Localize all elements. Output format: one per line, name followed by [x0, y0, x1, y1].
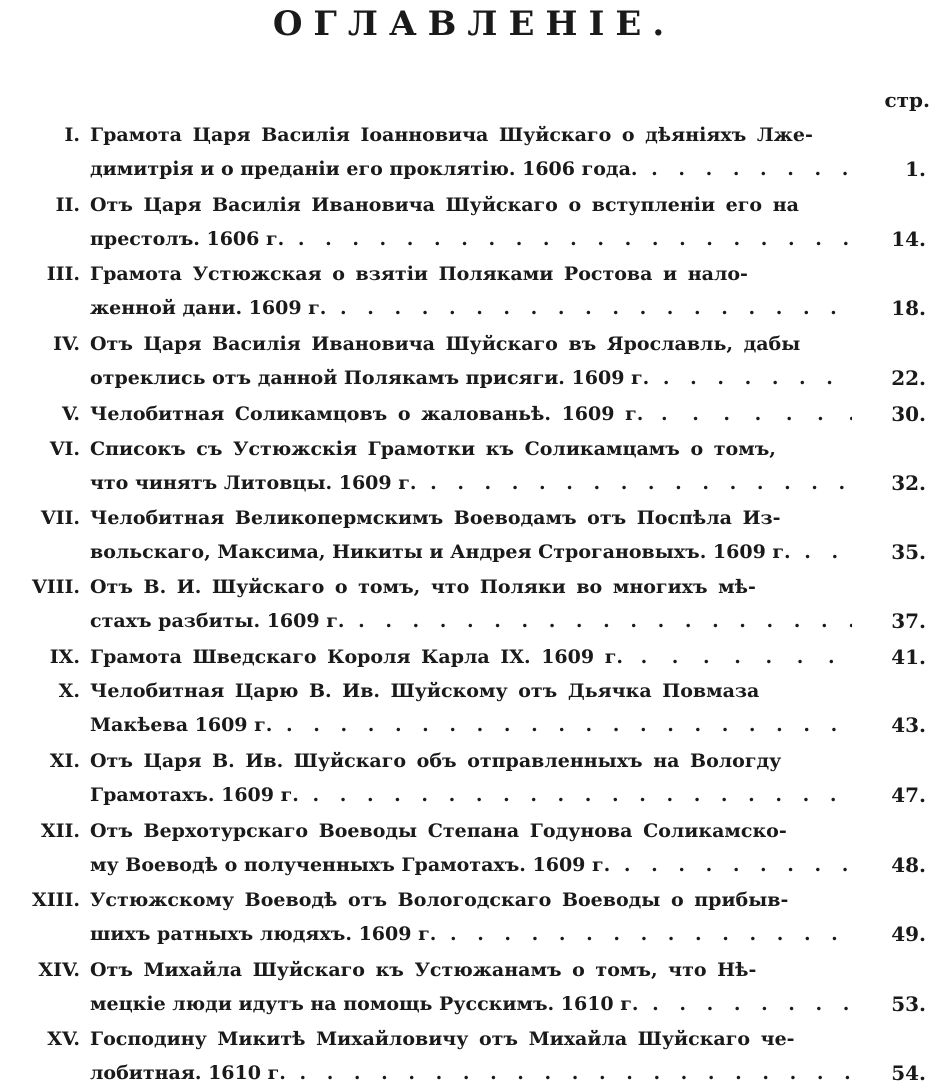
entry-page-number: 54. — [891, 1061, 926, 1085]
entry-page-number: 37. — [891, 609, 926, 633]
entry-page-number: 43. — [891, 713, 926, 737]
toc-entry[interactable] — [0, 744, 948, 812]
toc-entry[interactable] — [0, 1022, 948, 1090]
entry-number: XII. — [40, 820, 80, 842]
entry-title-line: мецкіе люди идутъ на помощь Русскимъ. 1610 г. . . . — [90, 987, 852, 1021]
entry-page-number: 18. — [891, 296, 926, 320]
entry-title-line: вольскаго, Максима, Никиты и Андрея Строгановыхъ. 1609 г. . . . — [90, 535, 852, 569]
entry-title-line: Отъ Верхотурскаго Воеводы Степана Годунова Соликамско- — [90, 820, 787, 842]
entry-title-line: отреклись отъ данной Полякамъ присяги. 1609 г. . . . — [90, 361, 852, 395]
page-title: ОГЛАВЛЕНІЕ. — [272, 4, 676, 44]
entry-number: XI. — [49, 750, 80, 772]
entry-number: X. — [58, 680, 80, 702]
entry-title-line: Отъ В. И. Шуйскаго о томъ, что Поляки во многихъ мѣ- — [90, 576, 756, 598]
toc-entry[interactable] — [0, 883, 948, 951]
entry-title-line: Устюжскому Воеводѣ отъ Вологодскаго Воеводы о прибыв- — [90, 889, 789, 911]
toc-entry[interactable] — [0, 188, 948, 256]
entry-title-line: димитрія и о преданіи его проклятію. 1606 года. . . . — [90, 152, 852, 186]
entry-page-number: 53. — [891, 992, 926, 1016]
toc-entry[interactable] — [0, 118, 948, 186]
toc-entry[interactable] — [0, 432, 948, 500]
entry-title-line: Отъ Царя В. Ив. Шуйскаго объ отправленныхъ на Вологду — [90, 750, 782, 772]
entry-page-number: 1. — [905, 157, 926, 181]
toc-entry[interactable] — [0, 327, 948, 395]
entry-title-line: лобитная. 1610 г. . . . — [90, 1056, 852, 1090]
entry-number: XIII. — [31, 889, 80, 911]
entry-number: I. — [64, 124, 80, 146]
entry-number: II. — [55, 194, 80, 216]
entry-number: VIII. — [31, 576, 80, 598]
entry-title-line: что чинятъ Литовцы. 1609 г. . . . — [90, 466, 852, 500]
entry-title-line: стахъ разбиты. 1609 г. . . . — [90, 604, 852, 638]
entry-title-line: Отъ Царя Василія Ивановича Шуйскаго въ Ярославль, дабы — [90, 333, 801, 355]
entry-title-line: Списокъ съ Устюжскія Грамотки къ Соликамцамъ о томъ, — [90, 438, 776, 460]
toc-entry[interactable] — [0, 570, 948, 638]
entry-page-number: 41. — [891, 645, 926, 669]
entry-page-number: 35. — [891, 540, 926, 564]
entry-title-line: женной дани. 1609 г. . . . — [90, 291, 852, 325]
entry-number: V. — [61, 403, 80, 425]
entry-number: VII. — [40, 507, 80, 529]
entry-title-line: Челобитная Великопермскимъ Воеводамъ отъ Поспѣла Из- — [90, 507, 781, 529]
entry-title-line: шихъ ратныхъ людяхъ. 1609 г. . . . — [90, 917, 852, 951]
entry-page-number: 32. — [891, 471, 926, 495]
entry-title-line: му Воеводѣ о полученныхъ Грамотахъ. 1609 г. . . . — [90, 848, 852, 882]
entry-number: VI. — [49, 438, 80, 460]
entry-title-line: Грамотахъ. 1609 г. . . . — [90, 778, 852, 812]
entry-title-line: Грамота Шведскаго Короля Карла IX. 1609 г. . . . — [90, 640, 852, 674]
entry-title-line: Грамота Царя Василія Іоанновича Шуйскаго о дѣяніяхъ Лже- — [90, 124, 813, 146]
toc-entry[interactable] — [0, 953, 948, 1021]
entry-title-line: Макѣева 1609 г. . . . — [90, 708, 852, 742]
entry-page-number: 22. — [891, 366, 926, 390]
toc-entry[interactable] — [0, 640, 948, 674]
entry-number: XIV. — [38, 959, 80, 981]
entry-title-line: Грамота Устюжская о взятіи Поляками Ростова и нало- — [90, 263, 748, 285]
entry-number: III. — [46, 263, 80, 285]
entry-page-number: 30. — [891, 402, 926, 426]
toc-entry[interactable] — [0, 397, 948, 431]
entry-title-line: престолъ. 1606 г. . . . — [90, 222, 852, 256]
toc-entry[interactable] — [0, 257, 948, 325]
entry-number: XV. — [47, 1028, 80, 1050]
toc-entry[interactable] — [0, 814, 948, 882]
entry-title-line: Отъ Михайла Шуйскаго къ Устюжанамъ о томъ, что Нѣ- — [90, 959, 757, 981]
entry-number: IX. — [49, 646, 80, 668]
entry-title-line: Господину Микитѣ Михайловичу отъ Михайла Шуйскаго че- — [90, 1028, 795, 1050]
entry-number: IV. — [53, 333, 80, 355]
page-column-label: стр. — [884, 88, 930, 112]
entry-title-line: Отъ Царя Василія Ивановича Шуйскаго о вступленіи его на — [90, 194, 799, 216]
entry-page-number: 14. — [891, 227, 926, 251]
entry-title-line: Челобитная Царю В. Ив. Шуйскому отъ Дьячка Повмаза — [90, 680, 760, 702]
entry-page-number: 48. — [891, 853, 926, 877]
entry-page-number: 47. — [891, 783, 926, 807]
toc-entry[interactable] — [0, 501, 948, 569]
toc-entry[interactable] — [0, 674, 948, 742]
entry-page-number: 49. — [891, 922, 926, 946]
entry-title-line: Челобитная Соликамцовъ о жалованьѣ. 1609 г. . . . — [90, 397, 852, 431]
